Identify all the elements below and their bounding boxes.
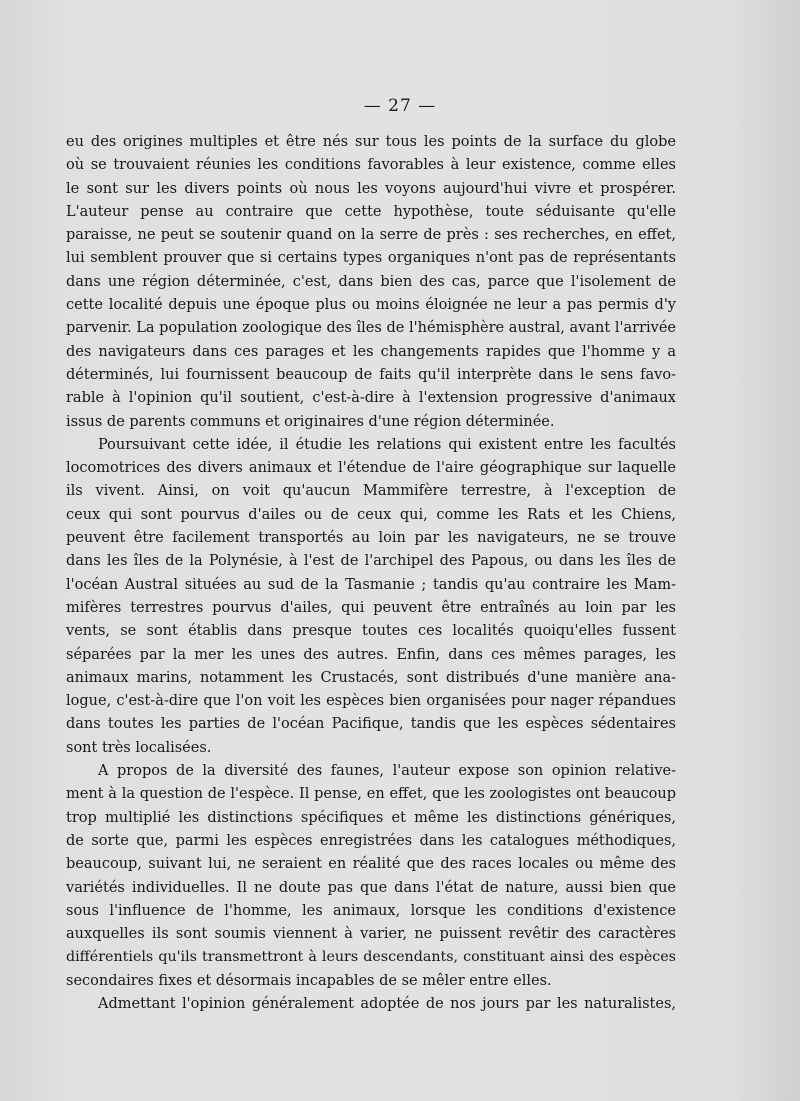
text-line: trop multiplié les distinctions spécifiques et même les distinctions génériques, xyxy=(66,809,676,826)
text-line: le sont sur les divers points où nous les voyons aujourd'hui vivre et prospérer. xyxy=(66,180,676,197)
paragraph-4 xyxy=(66,993,676,1016)
paragraph-1 xyxy=(66,131,676,434)
text-line: dans les îles de la Polynésie, à l'est de l'archipel des Papous, ou dans les îles de xyxy=(66,553,676,570)
text-line: auxquelles ils sont soumis viennent à varier, ne puissent revêtir des caractères xyxy=(66,926,676,943)
text-line: différentiels qu'ils transmettront à leurs descendants, constituant ainsi des espèces xyxy=(66,949,676,966)
text-line: dans toutes les parties de l'océan Pacifique, tandis que les espèces sédentaires xyxy=(66,716,676,733)
text-line: ment à la question de l'espèce. Il pense, en effet, que les zoologistes ont beaucoup xyxy=(66,786,676,803)
text-line: cette localité depuis une époque plus ou moins éloignée ne leur a pas permis d'y xyxy=(66,297,676,314)
text-line: parvenir. La population zoologique des îles de l'hémisphère austral, avant l'arrivée xyxy=(66,320,676,337)
paragraph-2 xyxy=(66,434,676,760)
text-line: Poursuivant cette idée, il étudie les relations qui existent entre les facultés xyxy=(98,436,676,453)
text-line: peuvent être facilement transportés au loin par les navigateurs, ne se trouve xyxy=(66,530,676,547)
text-line: lui semblent prouver que si certains types organiques n'ont pas de représentants xyxy=(66,250,676,267)
text-line: sous l'influence de l'homme, les animaux, lorsque les conditions d'existence xyxy=(66,902,676,919)
text-line: secondaires fixes et désormais incapables de se mêler entre elles. xyxy=(66,972,552,989)
text-line: de sorte que, parmi les espèces enregistrées dans les catalogues méthodiques, xyxy=(66,832,676,849)
text-line: sont très localisées. xyxy=(66,739,212,756)
page-number: — 27 — xyxy=(363,96,437,116)
text-line: ils vivent. Ainsi, on voit qu'aucun Mammifère terrestre, à l'exception de xyxy=(66,483,676,500)
text-line: vents, se sont établis dans presque toutes ces localités quoiqu'elles fussent xyxy=(66,623,676,640)
text-line: issus de parents communs et originaires d'une région déterminée. xyxy=(66,413,555,430)
text-line: où se trouvaient réunies les conditions favorables à leur existence, comme elles xyxy=(66,157,676,174)
body-text xyxy=(66,131,676,1016)
text-line: animaux marins, notamment les Crustacés, sont distribués d'une manière ana- xyxy=(66,669,676,686)
text-line: beaucoup, suivant lui, ne seraient en réalité que des races locales ou même des xyxy=(66,856,676,873)
text-line: rable à l'opinion qu'il soutient, c'est-à-dire à l'extension progressive d'animaux xyxy=(66,390,676,407)
paragraph-3 xyxy=(66,760,676,993)
text-line: des navigateurs dans ces parages et les changements rapides que l'homme y a xyxy=(66,343,676,360)
text-line: Admettant l'opinion généralement adoptée de nos jours par les naturalistes, xyxy=(98,995,676,1012)
text-line: séparées par la mer les unes des autres. Enfin, dans ces mêmes parages, les xyxy=(66,646,676,663)
text-line: variétés individuelles. Il ne doute pas que dans l'état de nature, aussi bien que xyxy=(66,879,676,896)
text-line: l'océan Austral situées au sud de la Tasmanie ; tandis qu'au contraire les Mam- xyxy=(66,576,676,593)
text-line: eu des origines multiples et être nés sur tous les points de la surface du globe xyxy=(66,134,676,150)
text-line: L'auteur pense au contraire que cette hypothèse, toute séduisante qu'elle xyxy=(66,203,676,220)
text-line: logue, c'est-à-dire que l'on voit les espèces bien organisées pour nager répandues xyxy=(66,693,676,710)
text-line: déterminés, lui fournissent beaucoup de faits qu'il interprète dans le sens favo- xyxy=(66,366,676,383)
text-line: ceux qui sont pourvus d'ailes ou de ceux qui, comme les Rats et les Chiens, xyxy=(66,506,676,523)
text-line: A propos de la diversité des faunes, l'auteur expose son opinion relative- xyxy=(98,763,676,780)
text-line: mifères terrestres pourvus d'ailes, qui peuvent être entraînés au loin par les xyxy=(66,599,676,616)
text-line: paraisse, ne peut se soutenir quand on la serre de près : ses recherches, en effet, xyxy=(66,227,676,244)
text-line: dans une région déterminée, c'est, dans bien des cas, parce que l'isolement de xyxy=(66,273,676,290)
text-line: locomotrices des divers animaux et l'étendue de l'aire géographique sur laquelle xyxy=(66,460,676,477)
